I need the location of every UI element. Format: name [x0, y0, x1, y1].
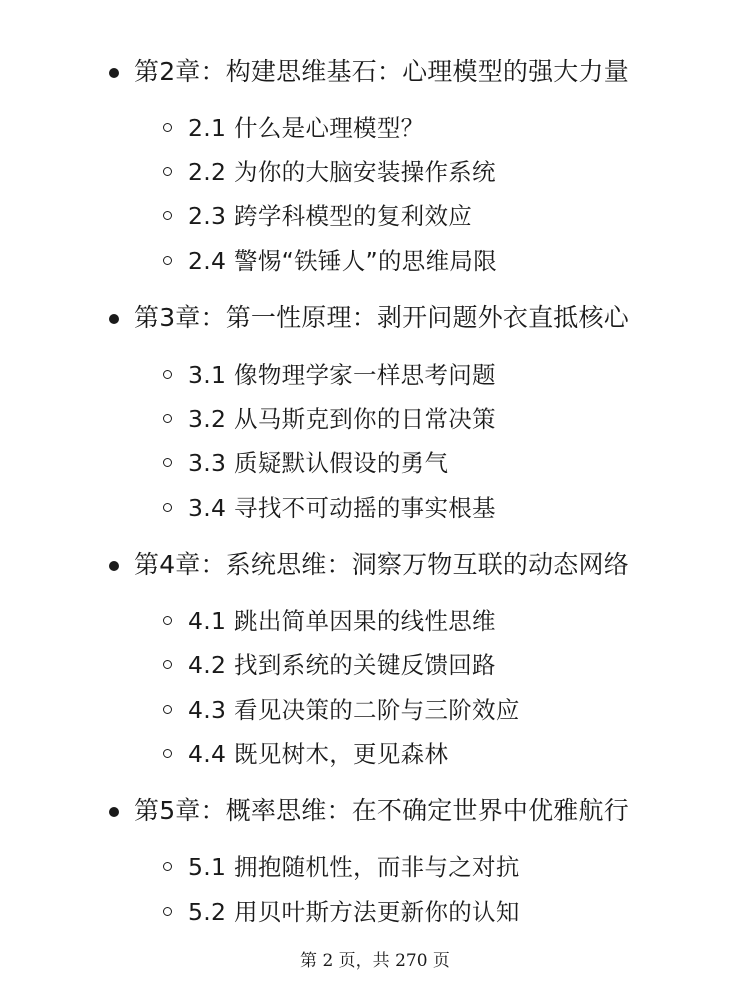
section-title: 3.2 从马斯克到你的日常决策 [188, 405, 496, 433]
hollow-bullet-icon [163, 660, 172, 669]
section-title: 3.3 质疑默认假设的勇气 [188, 449, 449, 477]
toc-chapter-2 [0, 52, 750, 92]
toc-section-3-3 [0, 445, 750, 481]
hollow-bullet-icon [163, 907, 172, 916]
toc-section-2-4 [0, 243, 750, 279]
section-title: 3.1 像物理学家一样思考问题 [188, 361, 496, 389]
toc-section-5-2 [0, 894, 750, 930]
toc-section-4-4 [0, 736, 750, 772]
page-number-footer: 第 2 页，共 270 页 [300, 951, 450, 971]
section-title: 3.4 寻找不可动摇的事实根基 [188, 494, 496, 522]
toc-section-3-4 [0, 490, 750, 526]
toc-section-2-2 [0, 154, 750, 190]
toc-section-4-2 [0, 647, 750, 683]
hollow-bullet-icon [163, 458, 172, 467]
section-title: 2.2 为你的大脑安装操作系统 [188, 158, 496, 186]
toc-section-4-3 [0, 692, 750, 728]
chapter-title: 第3章：第一性原理：剥开问题外衣直抵核心 [134, 303, 629, 332]
filled-bullet-icon [109, 68, 119, 78]
hollow-bullet-icon [163, 749, 172, 758]
toc-section-3-1 [0, 357, 750, 393]
filled-bullet-icon [109, 314, 119, 324]
hollow-bullet-icon [163, 862, 172, 871]
section-title: 5.1 拥抱随机性，而非与之对抗 [188, 853, 520, 881]
hollow-bullet-icon [163, 705, 172, 714]
hollow-bullet-icon [163, 370, 172, 379]
filled-bullet-icon [109, 561, 119, 571]
hollow-bullet-icon [163, 211, 172, 220]
toc-chapter-5 [0, 791, 750, 831]
section-title: 5.2 用贝叶斯方法更新你的认知 [188, 898, 520, 926]
toc-section-2-3 [0, 198, 750, 234]
section-title: 2.1 什么是心理模型？ [188, 114, 425, 142]
toc-chapter-3 [0, 298, 750, 338]
section-title: 2.3 跨学科模型的复利效应 [188, 202, 473, 230]
toc-section-5-1 [0, 849, 750, 885]
hollow-bullet-icon [163, 616, 172, 625]
hollow-bullet-icon [163, 414, 172, 423]
chapter-title: 第4章：系统思维：洞察万物互联的动态网络 [134, 550, 629, 579]
hollow-bullet-icon [163, 503, 172, 512]
section-title: 4.2 找到系统的关键反馈回路 [188, 651, 496, 679]
toc-section-3-2 [0, 401, 750, 437]
filled-bullet-icon [109, 807, 119, 817]
chapter-title: 第2章：构建思维基石：心理模型的强大力量 [134, 57, 629, 86]
toc-section-2-1 [0, 110, 750, 146]
section-title: 2.4 警惕“铁锤人”的思维局限 [188, 247, 497, 275]
hollow-bullet-icon [163, 167, 172, 176]
section-title: 4.1 跳出简单因果的线性思维 [188, 607, 496, 635]
toc-section-4-1 [0, 603, 750, 639]
hollow-bullet-icon [163, 256, 172, 265]
section-title: 4.3 看见决策的二阶与三阶效应 [188, 696, 520, 724]
section-title: 4.4 既见树木，更见森林 [188, 740, 449, 768]
chapter-title: 第5章：概率思维：在不确定世界中优雅航行 [134, 796, 629, 825]
hollow-bullet-icon [163, 123, 172, 132]
toc-chapter-4 [0, 545, 750, 585]
